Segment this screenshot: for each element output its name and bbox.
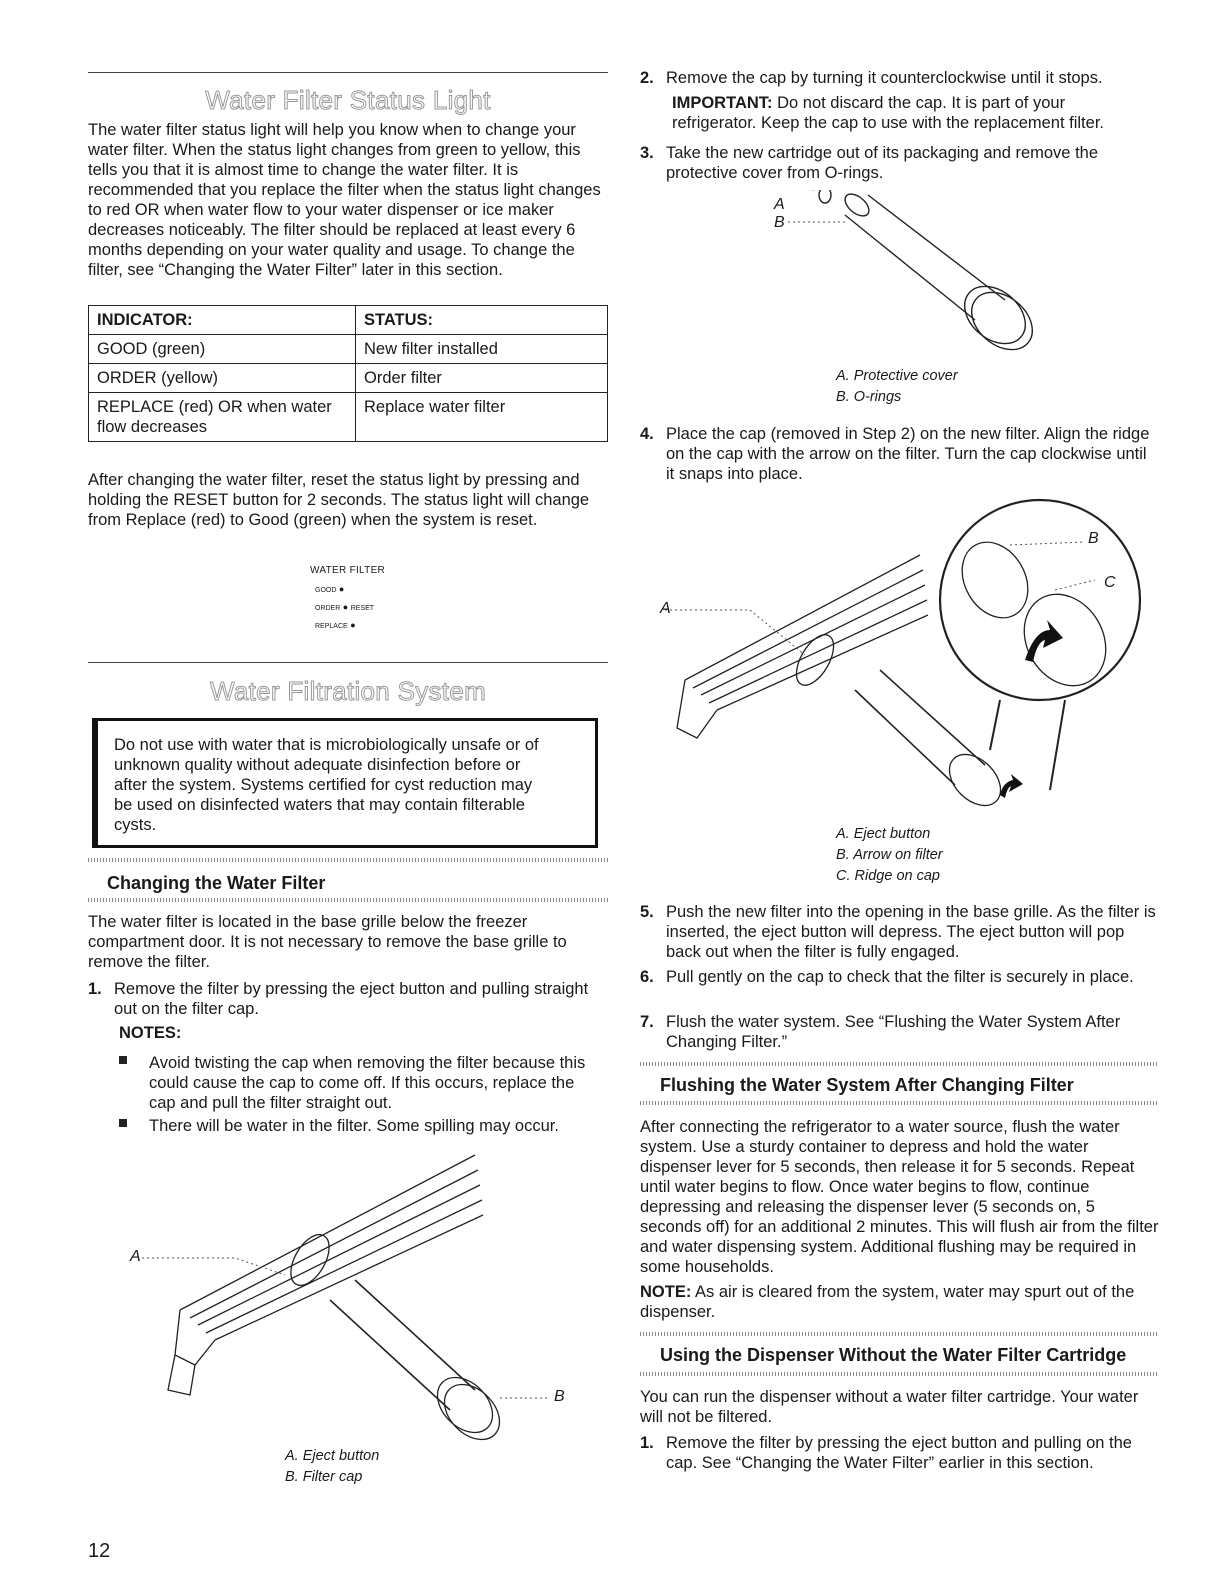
fig-caption-b: B. Filter cap — [285, 1469, 363, 1485]
indicator-table — [88, 305, 608, 442]
table-cell: GOOD (green) — [89, 335, 356, 364]
bullet-icon — [119, 1056, 127, 1064]
table-cell: REPLACE (red) OR when water flow decreases — [89, 393, 356, 442]
flushing-text: After connecting the refrigerator to a water source, flush the water system. Use a sturdy container to depress and hold the water dispenser lever for 5 seconds, then release it for 5 seconds. Repeat until water begins to flow. Once water begins to flow, continue depressing and releasing the dispenser lever (5 seconds on, 5 seconds off) for an additional 2 minutes. This will flush air from the filter and water dispensing system. Additional flushing may be required in some households. — [640, 1118, 1159, 1276]
fig1-caption-b: B. O-rings — [836, 389, 902, 405]
reset-label: RESET — [350, 605, 375, 612]
changing-heading: Changing the Water Filter — [107, 873, 326, 893]
status-light-title: Water Filter Status Light — [205, 85, 491, 115]
replace-light-icon: ● — [350, 620, 356, 630]
table-cell: New filter installed — [356, 335, 608, 364]
panel-title: WATER FILTER — [310, 565, 386, 576]
fig2-label-c: C — [1104, 574, 1116, 591]
table-row — [89, 393, 608, 442]
panel-order: ORDER ● RESET — [315, 602, 375, 612]
step-3: 3. Take the new cartridge out of its packaging and remove the protective cover from O-rings. — [640, 144, 1099, 182]
notes-label: NOTES: — [119, 1024, 182, 1042]
hatch-rule — [640, 1101, 1158, 1105]
table-cell: Order filter — [356, 364, 608, 393]
hatch-rule — [640, 1332, 1158, 1336]
flushing-heading: Flushing the Water System After Changing Filter — [660, 1075, 1074, 1095]
indicator-header: INDICATOR: — [89, 306, 356, 335]
top-rule-left — [88, 72, 608, 73]
status-header: STATUS: — [356, 306, 608, 335]
fig2-caption-a: A. Eject button — [836, 826, 931, 842]
changing-intro: The water filter is located in the base grille below the freezer compartment door. It is not necessary to remove the base grille to remove the filter. — [88, 913, 567, 971]
without-step-1: 1. Remove the filter by pressing the eject button and pulling on the cap. See “Changing the Water Filter” earlier in this section. — [640, 1434, 1132, 1472]
new-cartridge-illustration — [760, 190, 1060, 360]
panel-replace: REPLACE ● — [315, 620, 356, 630]
table-cell: Replace water filter — [356, 393, 608, 442]
without-filter-text: You can run the dispenser without a water filter cartridge. Your water will not be filtered. — [640, 1388, 1139, 1426]
filter-removal-illustration — [120, 1150, 590, 1450]
warning-box — [92, 718, 598, 848]
table-cell: ORDER (yellow) — [89, 364, 356, 393]
fig-label-b: B — [554, 1388, 565, 1405]
bullet-icon — [119, 1119, 127, 1127]
fig-label-a: A — [130, 1248, 141, 1265]
table-row — [89, 335, 608, 364]
fig2-label-b: B — [1088, 530, 1099, 547]
hatch-rule — [640, 1062, 1158, 1066]
good-light-icon: ● — [338, 584, 345, 594]
step-6: 6. Pull gently on the cap to check that the filter is securely in place. — [640, 968, 1134, 986]
flushing-note: NOTE: As air is cleared from the system, water may spurt out of the dispenser. — [640, 1283, 1135, 1321]
warning-text: Do not use with water that is microbiologically unsafe or of unknown quality without adequate disinfection before or after the system. Systems certified for cyst reduction may be used on disinfected waters that may contain filterable cysts. — [114, 736, 539, 834]
note-2: There will be water in the filter. Some spilling may occur. — [119, 1116, 604, 1136]
fig1-caption-a: A. Protective cover — [836, 368, 958, 384]
fig2-caption-c: C. Ridge on cap — [836, 868, 940, 884]
hatch-rule — [88, 898, 608, 902]
step-2: 2. Remove the cap by turning it counterclockwise until it stops. — [640, 69, 1103, 87]
filtration-title: Water Filtration System — [209, 676, 487, 706]
hatch-rule — [640, 1372, 1158, 1376]
page-number: 12 — [88, 1540, 111, 1562]
mid-rule-left — [88, 662, 608, 663]
panel-good: GOOD ● — [315, 584, 345, 594]
fig-caption-a: A. Eject button — [285, 1448, 380, 1464]
step-4: 4. Place the cap (removed in Step 2) on the new filter. Align the ridge on the cap with the arrow on the filter. Turn the cap clockwise until it snaps into place. — [640, 425, 1150, 483]
fig1-label-a: A — [774, 196, 785, 213]
cap-alignment-illustration — [655, 490, 1155, 830]
important-note: IMPORTANT: Do not discard the cap. It is part of your refrigerator. Keep the cap to use with the replacement filter. — [672, 94, 1104, 132]
note-1: Avoid twisting the cap when removing the filter because this could cause the cap to come off. If this occurs, replace the cap and pull the filter straight out. — [119, 1053, 604, 1113]
fig2-label-a: A — [660, 600, 671, 617]
fig1-label-b: B — [774, 214, 785, 231]
status-light-intro: The water filter status light will help you know when to change your water filter. When the status light changes from green to yellow, this tells you that it is almost time to change the water filter. It is recommended that you replace the filter when the status light changes to red OR when water flow to your water dispenser or ice maker decreases noticeably. The filter should be replaced at least every 6 months depending on your water quality and usage. To change the filter, see “Changing the Water Filter” later in this section. — [88, 121, 601, 279]
step-5: 5. Push the new filter into the opening in the base grille. As the filter is inserted, the eject button will depress. The eject button will pop back out when the filter is fully engaged. — [640, 903, 1156, 961]
without-filter-heading: Using the Dispenser Without the Water Filter Cartridge — [660, 1345, 1127, 1365]
status-panel — [300, 562, 420, 647]
order-light-icon: ● — [342, 602, 349, 612]
step-7: 7. Flush the water system. See “Flushing the Water System After Changing Filter.” — [640, 1013, 1121, 1051]
status-light-after: After changing the water filter, reset the status light by pressing and holding the RESET button for 2 seconds. The status light will change from Replace (red) to Good (green) when the system is reset. — [88, 471, 590, 529]
hatch-rule — [88, 858, 608, 862]
step-1: 1. Remove the filter by pressing the eject button and pulling straight out on the filter cap. — [88, 980, 589, 1018]
fig2-caption-b: B. Arrow on filter — [836, 847, 943, 863]
table-row — [89, 364, 608, 393]
